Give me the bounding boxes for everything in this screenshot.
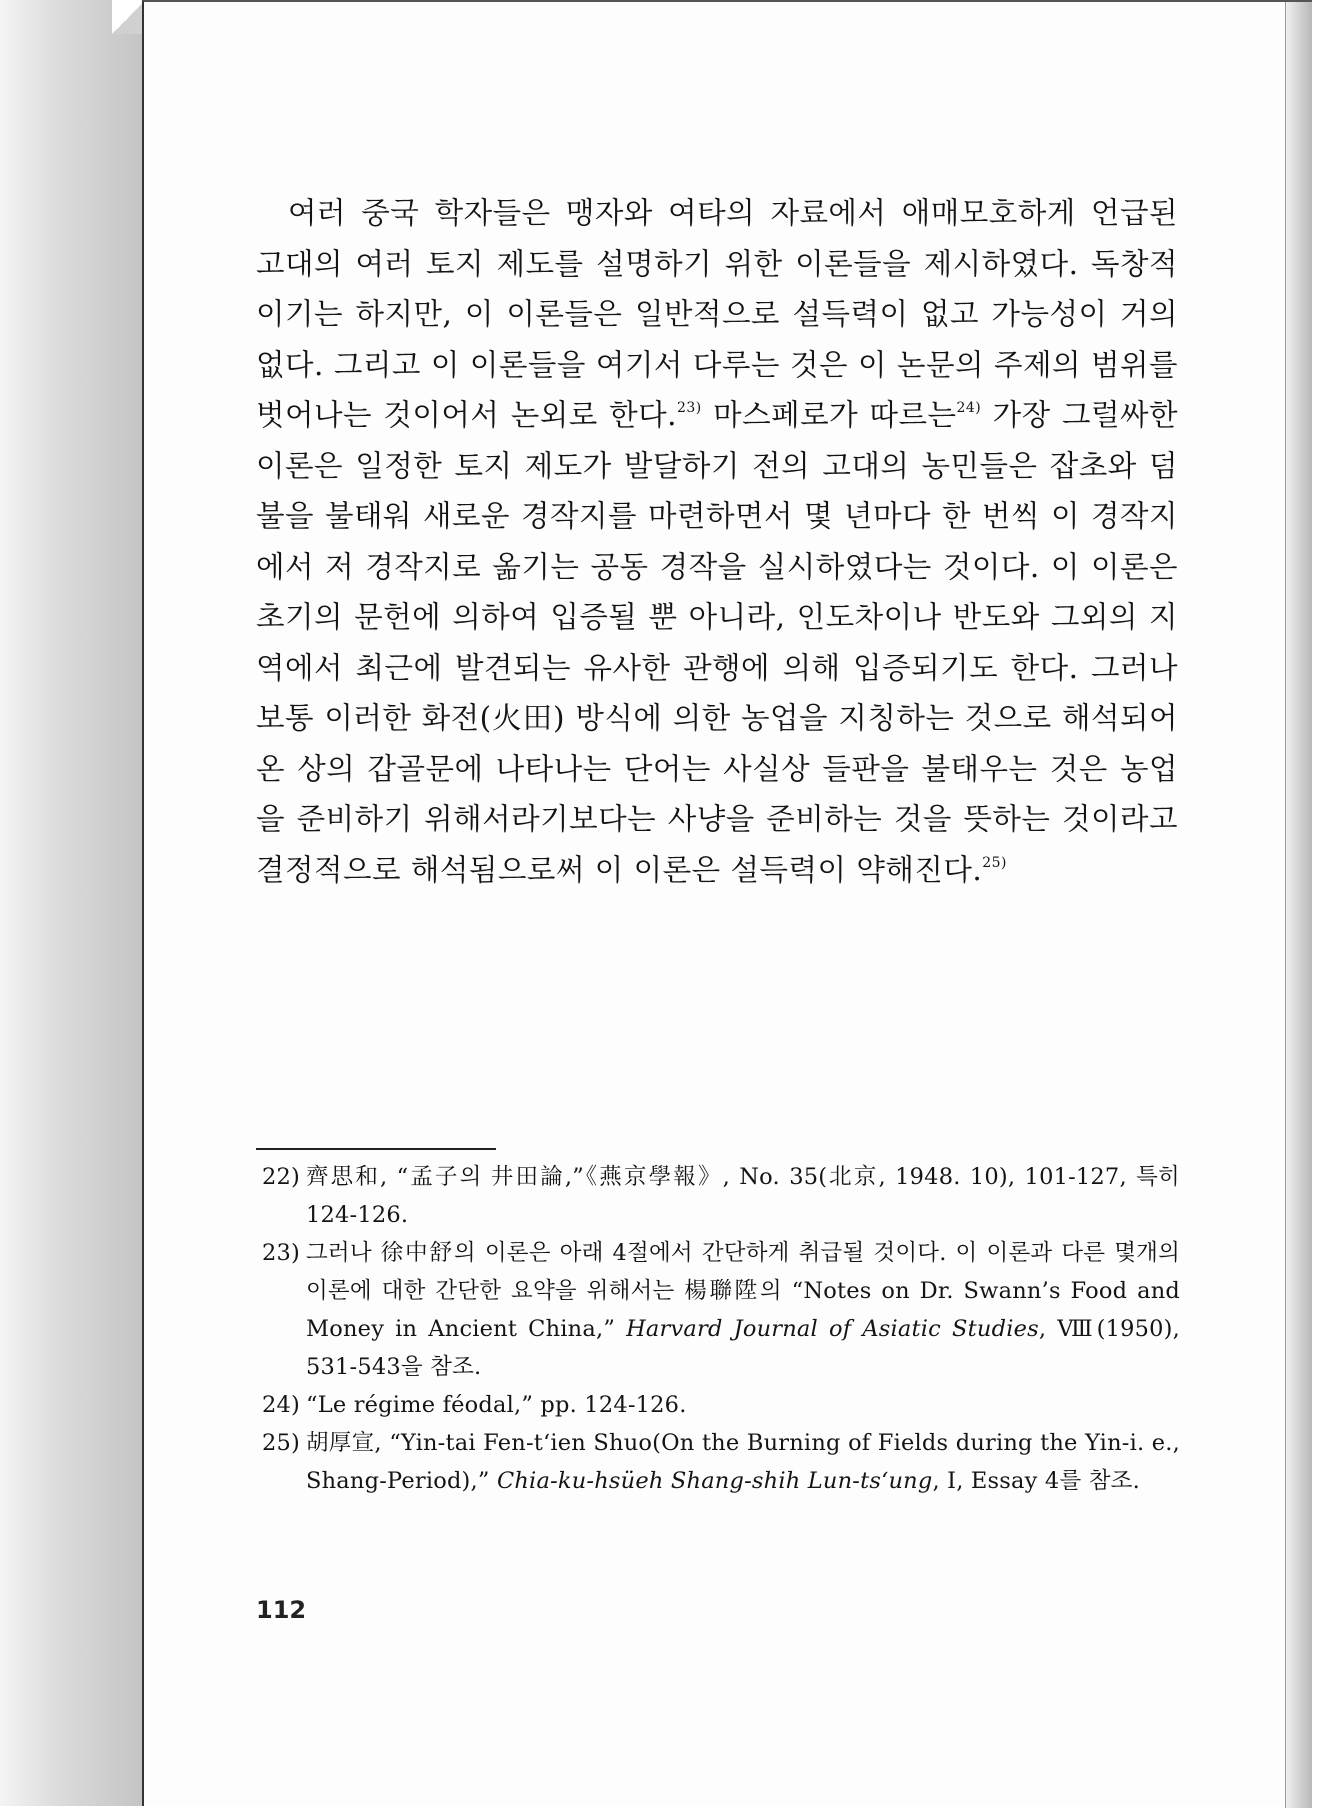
book-title: Chia-ku-hsüeh Shang-shih Lun-ts‘ung xyxy=(496,1468,933,1494)
footnote-text: 齊思和, “孟子의 井田論,”《燕京學報》, No. 35(北京, 1948. 10), 101-127, 특히 124-126. xyxy=(306,1164,1180,1228)
footnote-ref-24: 24) xyxy=(956,400,982,416)
footnote-22 xyxy=(262,1158,1180,1234)
footnote-text-a: 그러나 徐中舒의 이론은 아래 4절에서 간단하게 취급될 것이다. 이 이론과 다른 몇개의 이론에 대한 간단한 요약을 위해서는 楊聯陞의 “Notes on Dr. Swann’s Food and Money in Ancient China,” xyxy=(306,1240,1180,1342)
footnote-divider xyxy=(256,1148,496,1150)
book-spine xyxy=(0,0,142,1806)
journal-title: Harvard Journal of Asiatic Studies xyxy=(626,1316,1039,1342)
page-edge xyxy=(1285,2,1312,1808)
footnote-23 xyxy=(262,1234,1180,1386)
footnote-ref-23: 23) xyxy=(676,400,702,416)
footnote-25 xyxy=(262,1424,1180,1500)
footnotes xyxy=(262,1158,1180,1500)
spine-corner xyxy=(112,0,146,34)
body-text-part-1: 여러 중국 학자들은 맹자와 여타의 자료에서 애매모호하게 언급된 고대의 여러 토지 제도를 설명하기 위한 이론들을 제시하였다. 독창적이기는 하지만, 이 이론들은 일반적으로 설득력이 없고 가능성이 거의 없다. 그리고 이 이론들을 여기서 다루는 것은 이 논문의 주제의 범위를 벗어나는 것이어서 논외로 한다. xyxy=(256,196,1178,432)
footnote-text-a: 胡厚宣, “Yin-tai Fen-t‘ien Shuo(On the Burning of Fields during the Yin-i. e., Shang-Period),” xyxy=(306,1430,1180,1494)
body-paragraph xyxy=(256,188,1178,895)
footnote-text xyxy=(306,1234,1180,1386)
body-text-part-2: 마스페로가 따르는 xyxy=(701,398,957,432)
footnote-text xyxy=(306,1424,1180,1500)
footnote-number: 22) xyxy=(262,1164,301,1190)
footnote-24 xyxy=(262,1386,1180,1424)
footnote-number: 25) xyxy=(262,1430,301,1456)
footnote-text: “Le régime féodal,” pp. 124-126. xyxy=(306,1392,687,1418)
footnote-ref-25: 25) xyxy=(982,854,1007,871)
footnote-text-b: , Ⅰ, Essay 4를 참조. xyxy=(932,1468,1140,1494)
footnote-number: 23) xyxy=(262,1240,301,1266)
footnote-number: 24) xyxy=(262,1392,301,1418)
footnote-text-b: , Ⅷ(1950), 531-543을 참조. xyxy=(306,1316,1180,1380)
body-text-part-3: 가장 그럴싸한 이론은 일정한 토지 제도가 발달하기 전의 고대의 농민들은 잡초와 덤불을 불태워 새로운 경작지를 마련하면서 몇 년마다 한 번씩 이 경작지에서 저 경작지로 옮기는 공동 경작을 실시하였다는 것이다. 이 이론은 초기의 문헌에 의하여 입증될 뿐 아니라, 인도차이나 반도와 그외의 지역에서 최근에 발견되는 유사한 관행에 의해 입증되기도 한다. 그러나 보통 이러한 화전(火田) 방식에 의한 농업을 지칭하는 것으로 해석되어 온 상의 갑골문에 나타나는 단어는 사실상 들판을 불태우는 것은 농업을 준비하기 위해서라기보다는 사냥을 준비하는 것을 뜻하는 것이라고 결정적으로 해석됨으로써 이 이론은 설득력이 약해진다. xyxy=(256,398,1178,887)
page-number: 112 xyxy=(256,1596,307,1624)
